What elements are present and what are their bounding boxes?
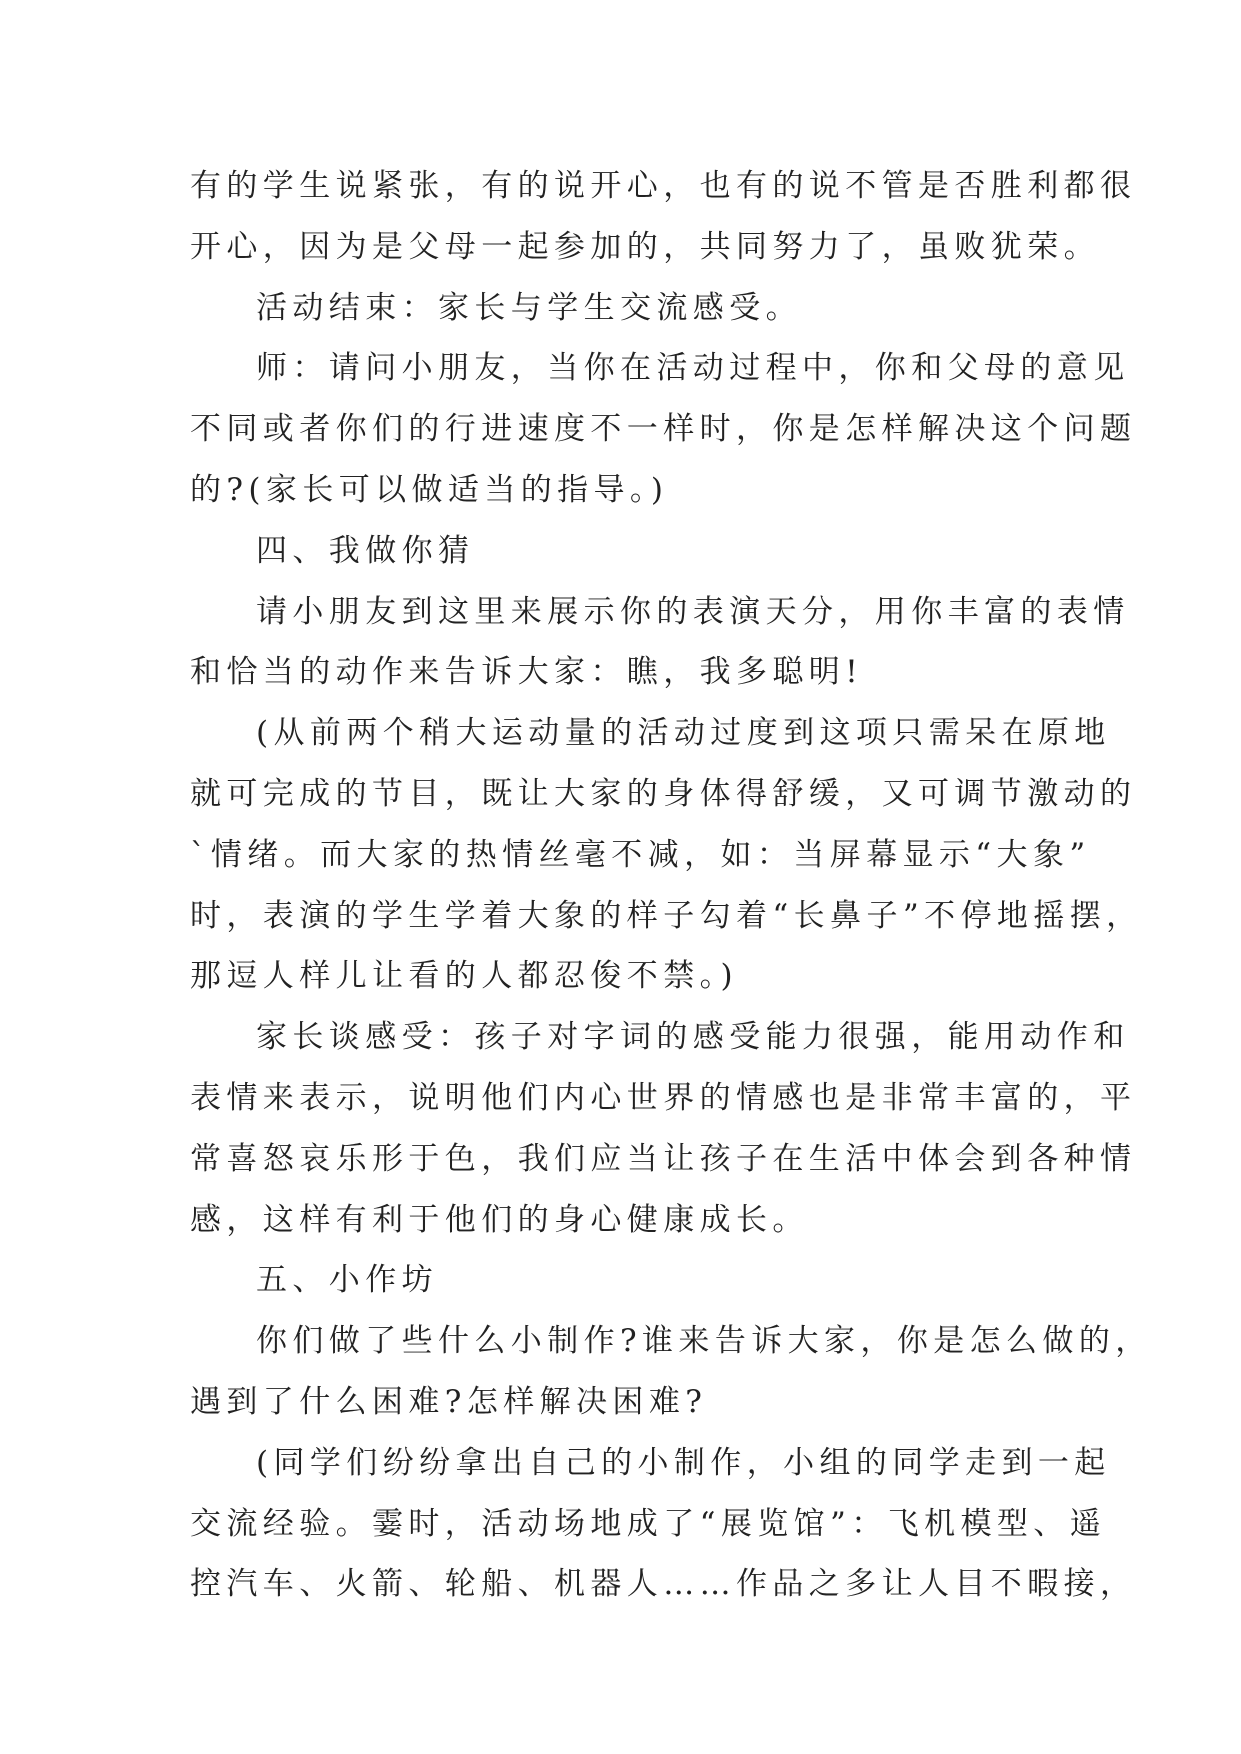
text-line: 不同或者你们的行进速度不一样时，你是怎样解决这个问题 (190, 411, 1137, 448)
text-line: (从前两个稍大运动量的活动过度到这项只需呆在原地 (256, 715, 1111, 752)
text-line: 活动结束：家长与学生交流感受。 (256, 289, 802, 326)
text-line: 和恰当的动作来告诉大家：瞧，我多聪明! (190, 654, 864, 691)
text-line: (同学们纷纷拿出自己的小制作，小组的同学走到一起 (256, 1444, 1111, 1481)
text-line: 有的学生说紧张，有的说开心，也有的说不管是否胜利都很 (190, 168, 1137, 204)
text-line: `情绪。而大家的热情丝毫不减，如：当屏幕显示“大象” (190, 836, 1091, 873)
text-line: 四、我做你猜 (256, 532, 475, 569)
text-line: 遇到了什么困难?怎样解决困难? (190, 1383, 708, 1420)
document-body (190, 156, 1152, 1615)
text-line: 家长谈感受：孩子对字词的感受能力很强，能用动作和 (256, 1019, 1130, 1056)
text-line: 交流经验。霎时，活动场地成了“展览馆”：飞机模型、遥 (190, 1505, 1107, 1542)
text-line: 表情来表示，说明他们内心世界的情感也是非常丰富的，平 (190, 1079, 1137, 1116)
text-line: 五、小作坊 (256, 1262, 438, 1299)
text-line: 请小朋友到这里来展示你的表演天分，用你丰富的表情 (256, 593, 1130, 630)
text-line: 常喜怒哀乐形于色，我们应当让孩子在生活中体会到各种情 (190, 1140, 1137, 1177)
text-line: 感，这样有利于他们的身心健康成长。 (190, 1201, 809, 1238)
text-line: 师：请问小朋友，当你在活动过程中，你和父母的意见 (256, 350, 1130, 387)
text-line: 你们做了些什么小制作?谁来告诉大家，你是怎么做的， (256, 1323, 1152, 1360)
text-line: 的?(家长可以做适当的指导。) (190, 471, 669, 508)
text-line: 就可完成的节目，既让大家的身体得舒缓，又可调节激动的 (190, 775, 1137, 812)
text-line: 开心，因为是父母一起参加的，共同努力了，虽败犹荣。 (190, 228, 1100, 265)
text-line: 时，表演的学生学着大象的样子勾着“长鼻子”不停地摇摆， (190, 897, 1143, 934)
text-line: 那逗人样儿让看的人都忍俊不禁。) (190, 958, 738, 995)
text-line: 控汽车、火箭、轮船、机器人……作品之多让人目不暇接， (190, 1566, 1137, 1603)
